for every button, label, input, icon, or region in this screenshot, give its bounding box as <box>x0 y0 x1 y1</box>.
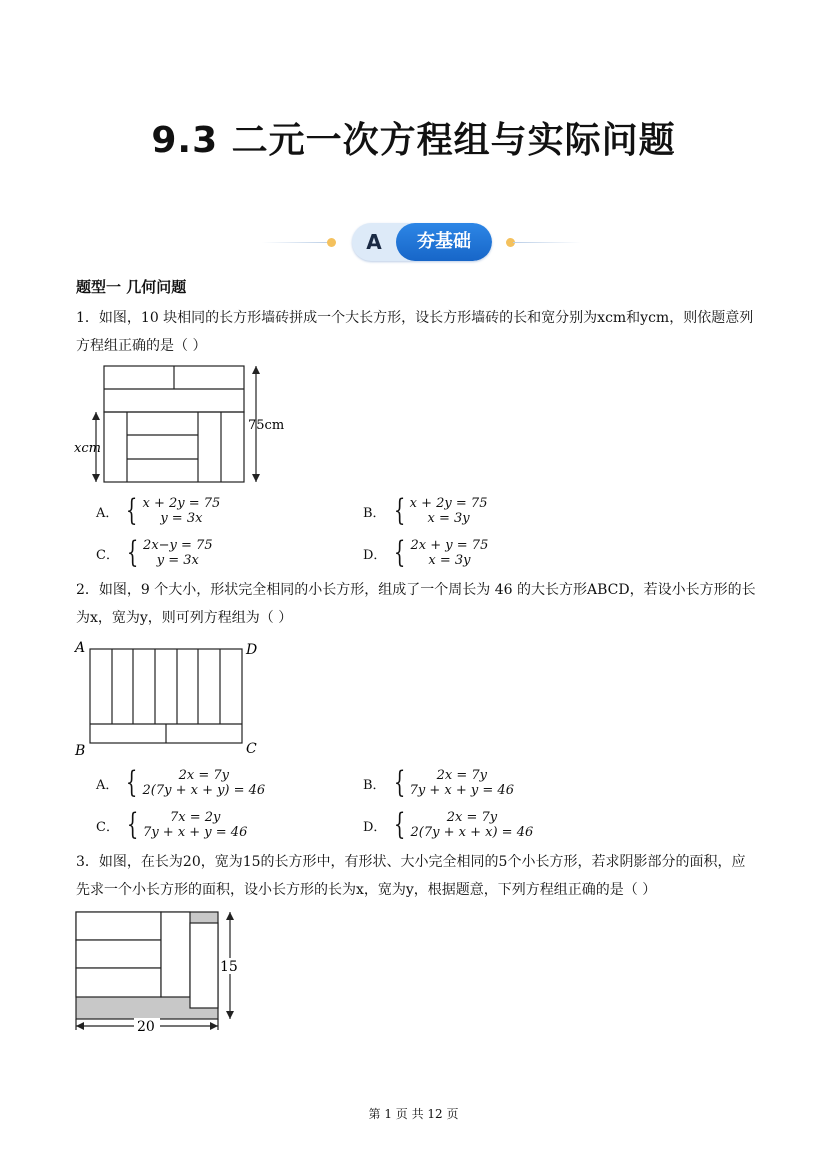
badge-text: 夯基础 <box>396 223 492 261</box>
q2-d-eq2: 2(7y + x + x) = 46 <box>410 825 534 840</box>
q1-c-eq1: 2x−y = 75 <box>143 538 213 553</box>
q2-b-eq1: 2x = 7y <box>436 768 487 783</box>
q1-d-eq1: 2x + y = 75 <box>410 538 489 553</box>
q2-option-b[interactable]: B． { 2x = 7y 7y + x + y = 46 <box>363 765 514 800</box>
q2-a-eq1: 2x = 7y <box>178 768 230 783</box>
q1-a-eq2: y = 3x <box>160 511 203 526</box>
page-title: 9.3 二元一次方程组与实际问题 <box>151 120 676 161</box>
badge-right-line <box>513 242 581 243</box>
q2-option-d[interactable]: D． { 2x = 7y 2(7y + x + x) = 46 <box>363 807 534 842</box>
q2-label-d: D <box>246 642 258 658</box>
q2-label-a: A <box>75 640 86 656</box>
q3-shade-top <box>190 912 218 923</box>
q1-b-eq1: x + 2y = 75 <box>409 496 488 511</box>
q1-option-b[interactable]: B． { x + 2y = 75 x = 3y <box>363 493 488 528</box>
q3-width-label: 20 <box>137 1019 155 1035</box>
q3-height-label: 15 <box>220 959 238 975</box>
question-3-figure <box>70 908 250 1038</box>
q2-option-a[interactable]: A． { 2x = 7y 2(7y + x + y) = 46 <box>96 765 266 800</box>
badge-left-dot <box>327 238 336 247</box>
question-2-figure <box>72 638 272 760</box>
q1-bottom-block <box>104 412 244 482</box>
question-3-text: 3．如图，在长为20，宽为15的长方形中，有形状、大小完全相同的5个小长方形，若求阴影部分的面积，应先求一个小长方形的面积，设小长方形的长为x，宽为y，根据题意，下列方程组正确的是（ ） <box>76 854 746 898</box>
q2-label-c: C <box>246 741 257 757</box>
section-heading: 题型一 几何问题 <box>76 278 187 296</box>
q2-b-eq2: 7y + x + y = 46 <box>409 783 514 798</box>
question-1-text: 1．如图，10 块相同的长方形墙砖拼成一个大长方形，设长方形墙砖的长和宽分别为xcm和ycm，则依题意列方程组正确的是（ ） <box>76 310 754 354</box>
q1-left-label: xcm <box>74 441 101 456</box>
question-1-figure <box>70 362 290 486</box>
page-footer: 第 1 页 共 12 页 <box>368 1107 459 1121</box>
q1-right-label: 75cm <box>248 418 285 433</box>
q1-option-c[interactable]: C． { 2x−y = 75 y = 3x <box>96 535 213 570</box>
q1-option-d[interactable]: D． { 2x + y = 75 x = 3y <box>363 535 489 570</box>
badge-left-line <box>262 242 330 243</box>
q1-d-eq2: x = 3y <box>428 553 471 568</box>
q1-a-eq1: x + 2y = 75 <box>142 496 221 511</box>
q2-c-eq1: 7x = 2y <box>170 810 221 825</box>
q2-label-b: B <box>75 743 86 759</box>
question-2-text: 2．如图，9 个大小，形状完全相同的小长方形，组成了一个周长为 46 的大长方形ABCD，若设小长方形的长为x，宽为y，则可列方程组为（ ） <box>76 582 756 626</box>
q1-b-eq2: x = 3y <box>427 511 470 526</box>
q1-c-eq2: y = 3x <box>156 553 199 568</box>
q1-option-a[interactable]: A． { x + 2y = 75 y = 3x <box>96 493 221 528</box>
q2-a-eq2: 2(7y + x + y) = 46 <box>142 783 266 798</box>
q2-d-eq1: 2x = 7y <box>446 810 498 825</box>
badge-letter: A <box>366 230 382 254</box>
section-badge <box>352 223 492 261</box>
q2-option-c[interactable]: C． { 7x = 2y 7y + x + y = 46 <box>96 807 248 842</box>
q2-c-eq2: 7y + x + y = 46 <box>143 825 248 840</box>
